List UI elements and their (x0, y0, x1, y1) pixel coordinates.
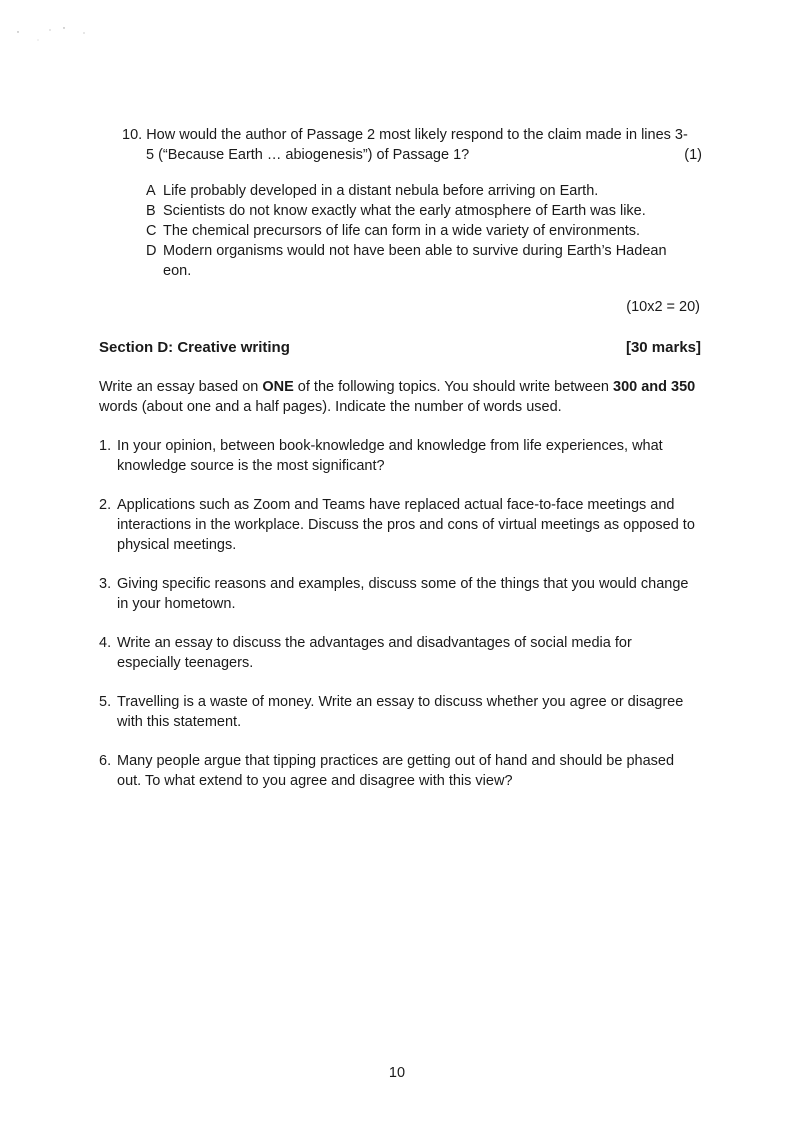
option-a (146, 181, 686, 201)
topic-item (99, 692, 699, 732)
option-text: The chemical precursors of life can form in a wide variety of environments. (163, 223, 641, 239)
topic-text: Write an essay to discuss the advantages and disadvantages of social media for especially teenagers. (117, 635, 632, 671)
option-text: Modern organisms would not have been able to survive during Earth’s Hadean eon. (163, 243, 667, 279)
option-text: Scientists do not know exactly what the early atmosphere of Earth was like. (163, 203, 646, 219)
topic-item (99, 633, 699, 673)
topic-number: 5. (99, 694, 112, 710)
instructions-bold-one: ONE (262, 379, 294, 395)
instructions-part2: of the following topics. You should write between (293, 379, 613, 395)
scan-specks (14, 24, 94, 44)
instructions (99, 377, 704, 417)
question-marks: (1) (684, 147, 702, 163)
instructions-part3: words (about one and a half pages). Indicate the number of words used. (99, 399, 562, 415)
topic-item (99, 436, 699, 476)
question-10-line1 (122, 125, 702, 145)
topic-text: In your opinion, between book-knowledge and knowledge from life experiences, what knowledge source is the most significant? (117, 438, 663, 474)
topic-text: Travelling is a waste of money. Write an essay to discuss whether you agree or disagree with this statement. (117, 694, 684, 730)
topic-number: 1. (99, 438, 112, 454)
option-b (146, 201, 686, 221)
option-text: Life probably developed in a distant nebula before arriving on Earth. (163, 183, 599, 199)
question-text-line1: How would the author of Passage 2 most likely respond to the claim made in lines 3- (146, 127, 688, 143)
topic-number: 6. (99, 753, 112, 769)
topic-text: Applications such as Zoom and Teams have replaced actual face-to-face meetings and interactions in the workplace. Discuss the pros and cons of virtual meetings as opposed to physical meetings. (117, 497, 695, 553)
essay-topics (99, 436, 699, 810)
topic-item (99, 495, 699, 555)
section-d-heading (99, 338, 701, 358)
question-number: 10. (122, 127, 143, 143)
section-marks: [30 marks] (625, 339, 701, 356)
section-title: Section D: Creative writing (99, 339, 290, 356)
option-c (146, 221, 686, 241)
question-text-line2: 5 (“Because Earth … abiogenesis”) of Passage 1? (146, 147, 470, 163)
option-d (146, 241, 686, 281)
question-10-line2 (122, 145, 702, 165)
topic-number: 3. (99, 576, 112, 592)
instructions-bold-wordcount: 300 and 350 (613, 379, 696, 395)
topic-number: 4. (99, 635, 112, 651)
question-10 (122, 125, 702, 165)
topic-text: Giving specific reasons and examples, discuss some of the things that you would change in your hometown. (117, 576, 689, 612)
option-letter: D (146, 243, 157, 259)
answer-options (146, 181, 686, 281)
section-total-marks: (10x2 = 20) (626, 299, 700, 315)
topic-text: Many people argue that tipping practices are getting out of hand and should be phased out. To what extend to you agree and disagree with this view? (117, 753, 675, 789)
topic-item (99, 574, 699, 614)
topic-item (99, 751, 699, 791)
instructions-part1: Write an essay based on (99, 379, 263, 395)
option-letter: A (146, 183, 156, 199)
option-letter: C (146, 223, 157, 239)
option-letter: B (146, 203, 156, 219)
page-number: 10 (388, 1065, 406, 1081)
topic-number: 2. (99, 497, 112, 513)
